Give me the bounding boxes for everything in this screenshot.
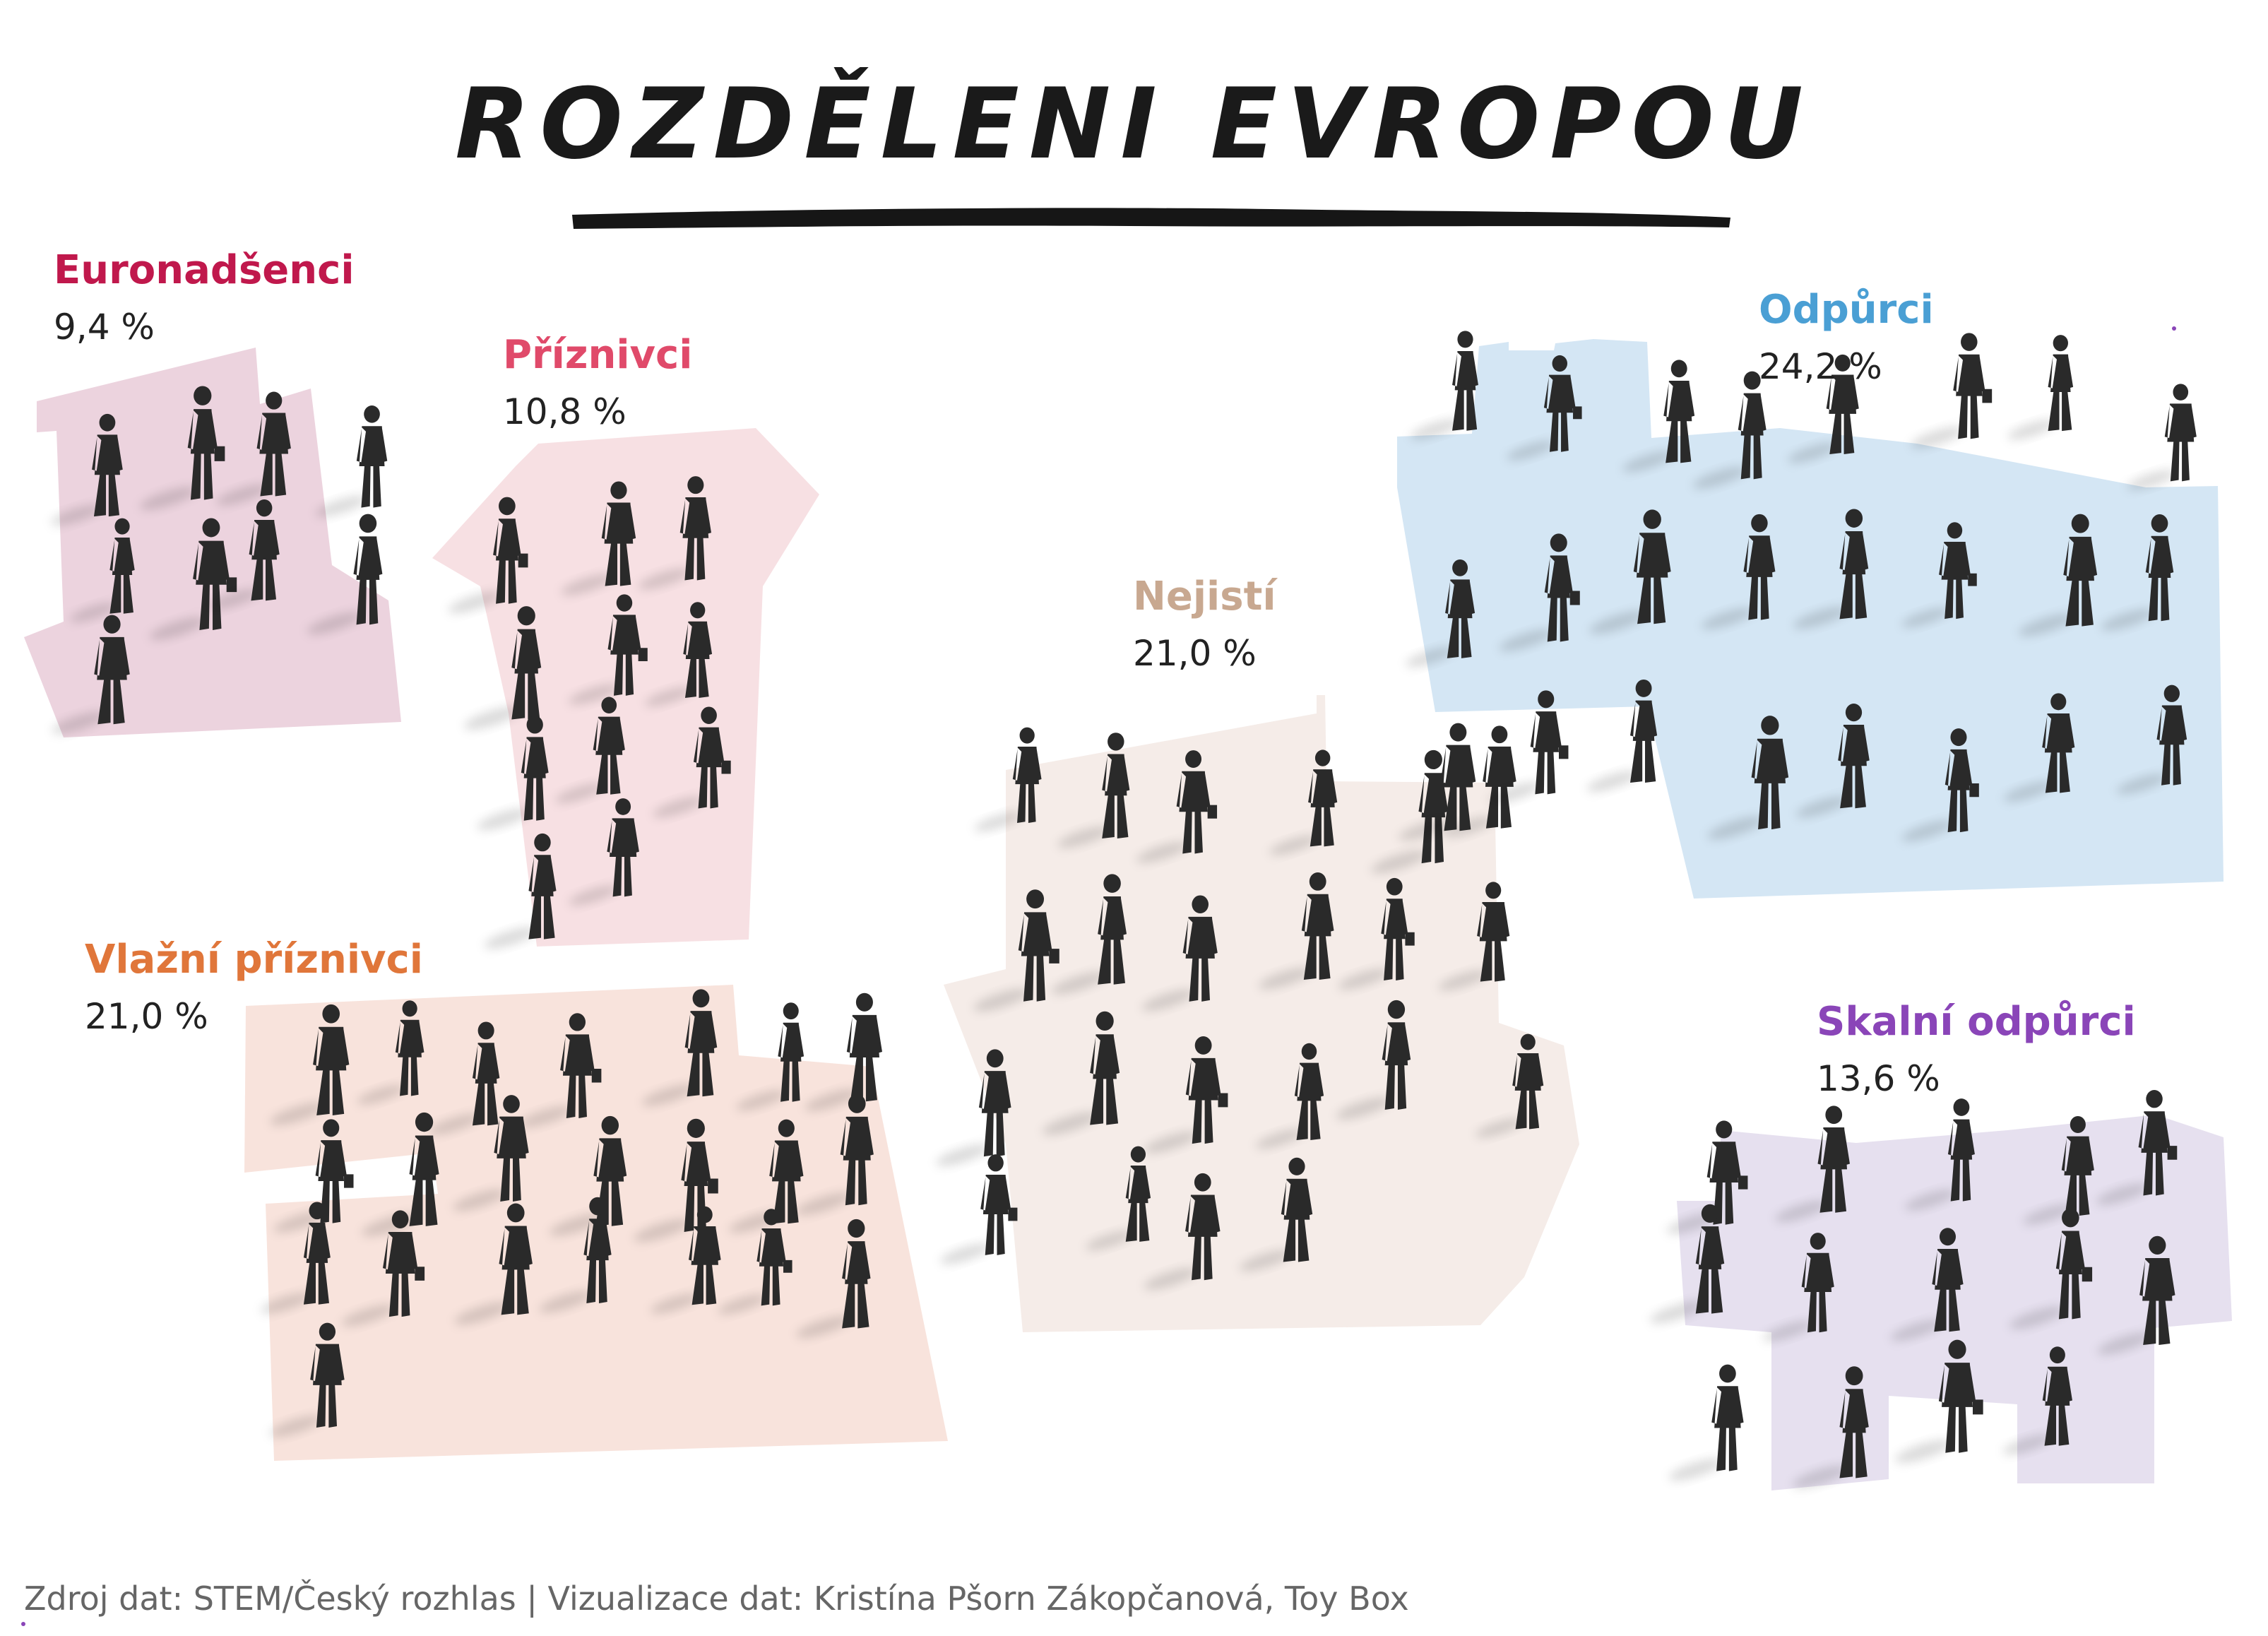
group-value-priznivci: 10,8 %	[503, 391, 627, 432]
group-label-skalni: Skalní odpůrci	[1817, 999, 2136, 1045]
person-figure-euronadsenci	[314, 405, 387, 521]
person-figure-odpurci	[2006, 335, 2073, 444]
decor-dot	[2172, 326, 2176, 331]
person-figure-nejisti	[938, 1154, 1017, 1268]
source-dot	[21, 1622, 25, 1626]
group-value-vlazni: 21,0 %	[85, 996, 208, 1037]
source-credit: Zdroj dat: STEM/Český rozhlas | Vizualizace dat: Kristína Pšorn Zákopčanová, Toy Box	[24, 1579, 1409, 1618]
person-figure-skalni	[1667, 1365, 1744, 1486]
group-value-nejisti: 21,0 %	[1133, 633, 1257, 674]
chart-title: ROZDĚLENI EVROPOU	[455, 67, 1813, 181]
group-label-euronadsenci: Euronadšenci	[54, 247, 355, 293]
group-label-odpurci: Odpůrci	[1759, 287, 1934, 333]
person-figure-odpurci	[1408, 331, 1478, 444]
group-label-vlazni: Vlažní příznivci	[85, 937, 423, 983]
group-label-nejisti: Nejistí	[1133, 574, 1276, 620]
group-value-odpurci: 24,2 %	[1759, 346, 1882, 387]
person-figure-odpurci	[1908, 333, 1992, 453]
group-value-skalni: 13,6 %	[1817, 1058, 1940, 1099]
person-figure-odpurci	[2125, 384, 2197, 494]
group-value-euronadsenci: 9,4 %	[54, 307, 155, 348]
area-nejisti	[944, 695, 1579, 1332]
group-label-priznivci: Příznivci	[503, 332, 693, 378]
